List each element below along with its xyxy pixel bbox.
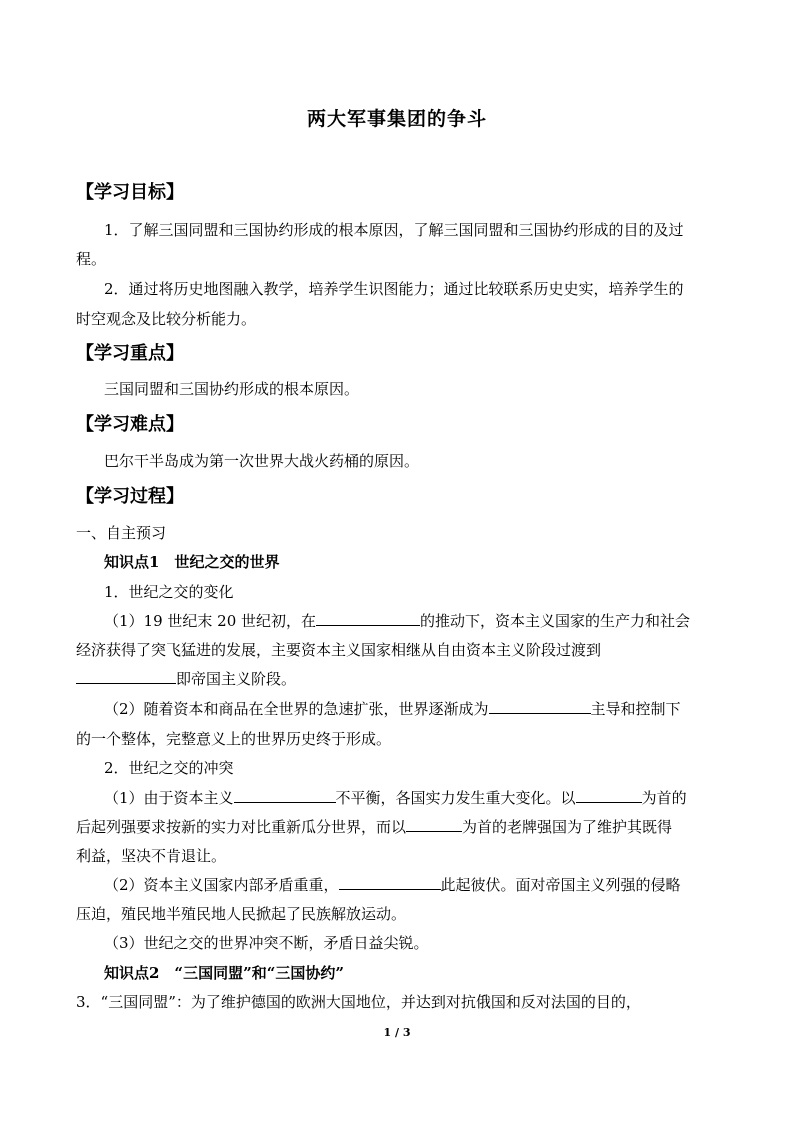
section-heading-goals: 【学习目标】: [76, 182, 184, 203]
goal-line-1b: 程。: [76, 250, 107, 268]
section-heading-process: 【学习过程】: [76, 486, 184, 507]
subsection-1-heading: 1．世纪之交的变化: [104, 583, 234, 601]
text-line-a1: [104, 611, 690, 631]
text-span: 此起彼伏。面对帝国主义列强的侵略: [440, 876, 681, 894]
text-span: （1）19 世纪末 20 世纪初，在: [104, 612, 317, 630]
text-span: 主导和控制下: [590, 700, 681, 718]
text-span: 的推动下，资本主义国家的生产力和社会: [420, 612, 691, 630]
text-line-c1: [104, 788, 687, 808]
text-line-f1: 3．“三国同盟”：为了维护德国的欧洲大国地位，并达到对抗俄国和反对法国的目的，: [76, 993, 641, 1011]
knowledge-point-2-heading: 知识点2 “三国同盟”和“三国协约”: [104, 964, 344, 982]
text-line-a3: [76, 669, 296, 689]
key-line: 三国同盟和三国协约形成的根本原因。: [104, 380, 360, 398]
text-line-b2: 的一个整体，完整意义上的世界历史终于形成。: [76, 730, 392, 748]
knowledge-point-1-heading: 知识点1 世纪之交的世界: [104, 553, 280, 571]
page-title: 两大军事集团的争斗: [306, 108, 487, 130]
fill-blank-2: [76, 669, 176, 684]
fill-blank-1: [316, 611, 420, 626]
subsection-2-heading: 2．世纪之交的冲突: [104, 759, 234, 777]
process-part-heading: 一、自主预习: [76, 524, 167, 542]
text-span: （2）资本主义国家内部矛盾重重，: [104, 876, 339, 894]
page-number: 1 / 3: [383, 1026, 411, 1039]
text-span: 不平衡，各国实力发生重大变化。以: [335, 789, 576, 807]
goal-line-1a: 1．了解三国同盟和三国协约形成的根本原因，了解三国同盟和三国协约形成的目的及过: [104, 221, 684, 239]
difficult-line: 巴尔干半岛成为第一次世界大战火药桶的原因。: [104, 452, 420, 470]
text-line-b1: [104, 699, 681, 719]
text-span: （1）由于资本主义: [104, 789, 234, 807]
fill-blank-4: [234, 788, 336, 803]
text-line-e1: （3）世纪之交的世界冲突不断，矛盾日益尖锐。: [104, 934, 429, 952]
text-span: 为首的老牌强国为了维护其既得: [462, 818, 673, 836]
goal-line-2b: 时空观念及比较分析能力。: [76, 310, 257, 328]
text-span: 后起列强要求按新的实力对比重新瓜分世界，而以: [76, 818, 407, 836]
text-line-d1: [104, 875, 681, 895]
fill-blank-3: [489, 699, 591, 714]
fill-blank-6: [406, 817, 462, 832]
text-span: 即帝国主义阶段。: [176, 670, 297, 688]
text-line-a2: 经济获得了突飞猛进的发展，主要资本主义国家相继从自由资本主义阶段过渡到: [76, 641, 602, 659]
section-heading-key: 【学习重点】: [76, 343, 184, 364]
section-heading-difficult: 【学习难点】: [76, 414, 184, 435]
text-line-c3: 利益，坚决不肯退让。: [76, 847, 227, 865]
fill-blank-5: [576, 788, 642, 803]
text-line-c2: [76, 817, 672, 837]
text-span: （2）随着资本和商品在全世界的急速扩张，世界逐渐成为: [104, 700, 489, 718]
text-line-d2: 压迫，殖民地半殖民地人民掀起了民族解放运动。: [76, 905, 407, 923]
fill-blank-7: [339, 875, 441, 890]
text-span: 为首的: [641, 789, 687, 807]
goal-line-2a: 2．通过将历史地图融入教学，培养学生识图能力；通过比较联系历史史实，培养学生的: [104, 280, 684, 298]
